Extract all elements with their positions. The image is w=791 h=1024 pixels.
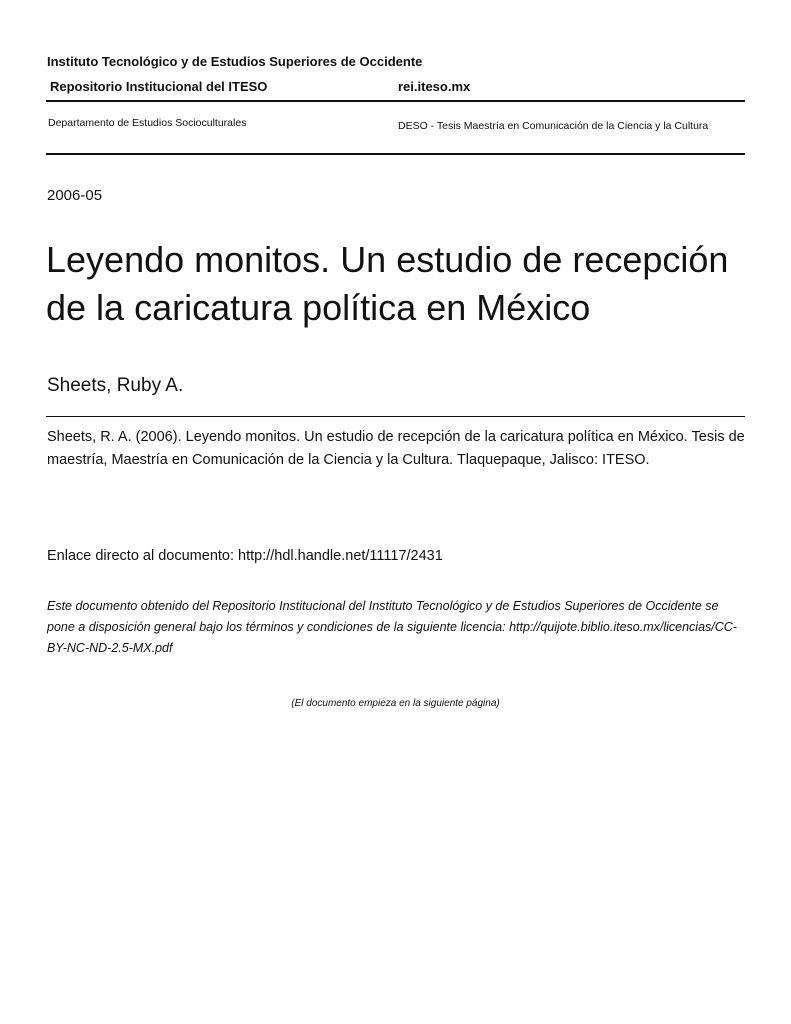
continue-note: (El documento empieza en la siguiente página) (291, 698, 500, 709)
meta-divider (46, 153, 745, 155)
citation-text: Sheets, R. A. (2006). Leyendo monitos. Un estudio de recepción de la caricatura política en México. Tesis de maestría, Maestría en Comunicación de la Ciencia y la Cultura. Tlaquepaque, Jalisco: ITESO. (47, 429, 745, 468)
license-notice: Este documento obtenido del Repositorio Institucional del Instituto Tecnológico y de Estudios Superiores de Occidente se pone a disposición general bajo los términos y condiciones de la siguiente licencia: http://quijote.biblio.iteso.mx/licencias/CC-BY-NC-ND-2.5-MX.pdf (47, 599, 737, 655)
author-divider (46, 416, 745, 417)
publication-date: 2006-05 (47, 187, 103, 204)
repository-url[interactable]: rei.iteso.mx (398, 79, 471, 94)
department-label: Departamento de Estudios Socioculturales (48, 117, 247, 129)
document-author: Sheets, Ruby A. (47, 375, 184, 396)
header-divider (46, 100, 745, 102)
collection-label: DESO - Tesis Maestría en Comunicación de la Ciencia y la Cultura (398, 120, 709, 132)
direct-link[interactable]: Enlace directo al documento: http://hdl.handle.net/11117/2431 (47, 548, 443, 564)
institution-name: Instituto Tecnológico y de Estudios Superiores de Occidente (47, 54, 423, 69)
document-title: Leyendo monitos. Un estudio de recepción de la caricatura política en México (46, 239, 729, 328)
repository-name: Repositorio Institucional del ITESO (50, 79, 268, 94)
